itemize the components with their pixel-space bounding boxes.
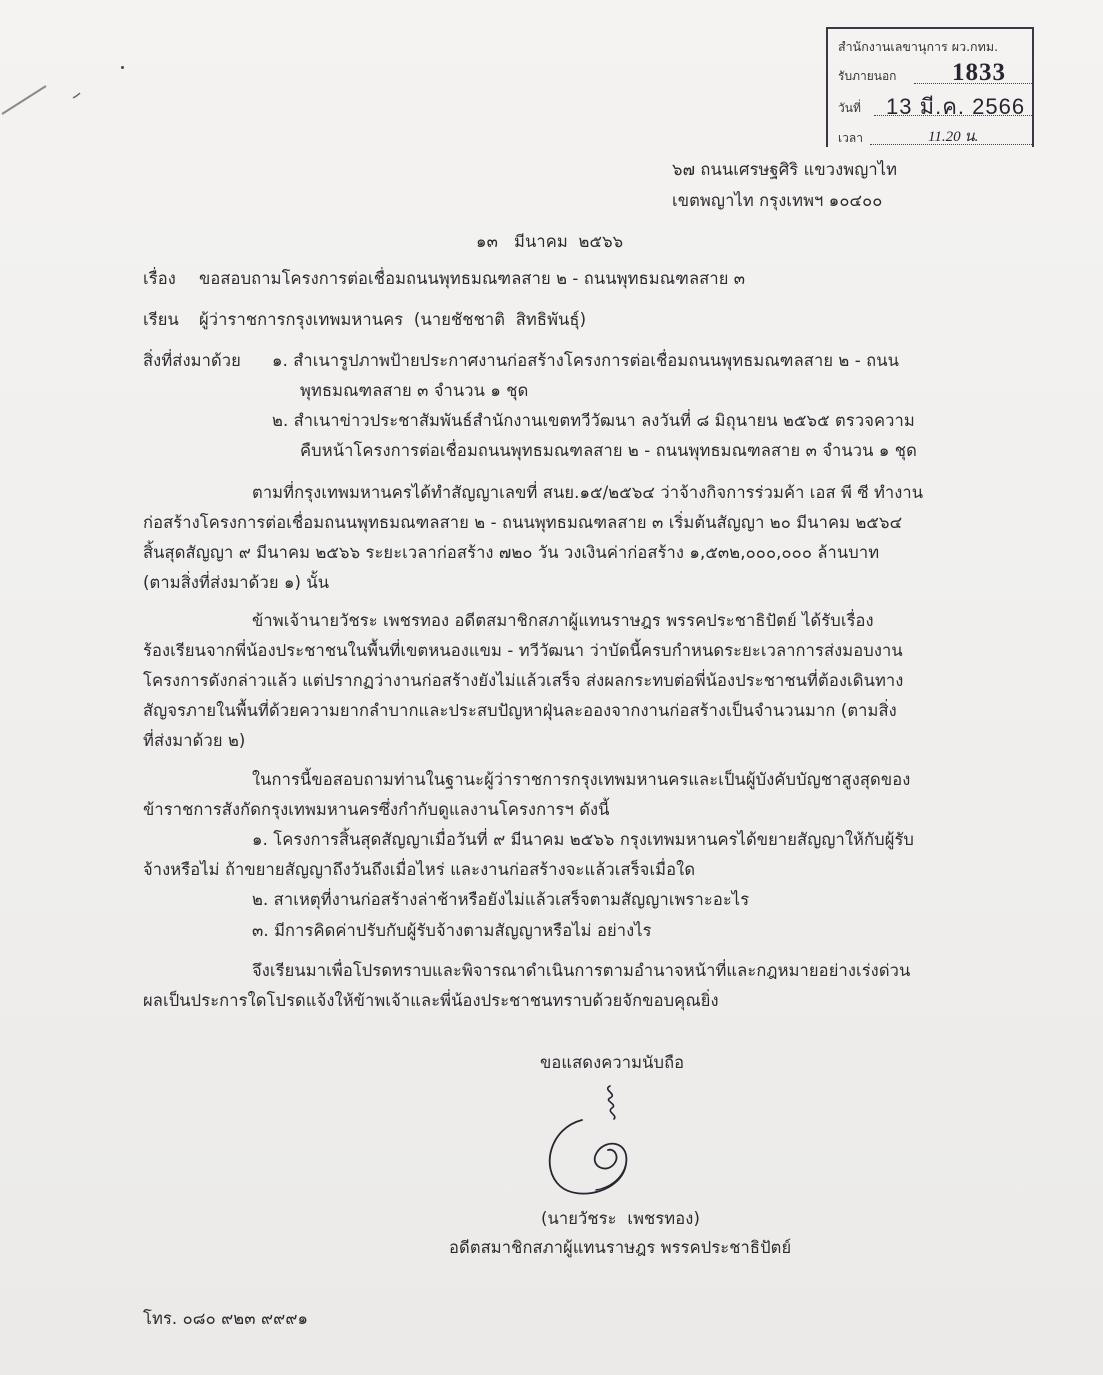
- body-paragraph-2-line: สัญจรภายในพื้นที่ด้วยความยากลำบากและประสบปัญหาฝุ่นละอองจากงานก่อสร้างเป็นจำนวนมาก (ตามสิ่ง: [143, 701, 897, 720]
- body-paragraph-2-line: ร้องเรียนจากพี่น้องประชาชนในพื้นที่เขตหนองแขม - ทวีวัฒนา ว่าบัดนี้ครบกำหนดระยะเวลาการส่งมอบงาน: [143, 641, 903, 660]
- question-2: ๒. สาเหตุที่งานก่อสร้างล่าช้าหรือยังไม่แล้วเสร็จตามสัญญาเพราะอะไร: [252, 890, 750, 909]
- body-paragraph-1-line: (ตามสิ่งที่ส่งมาด้วย ๑) นั้น: [143, 573, 330, 592]
- body-paragraph-2-line: โครงการดังกล่าวแล้ว แต่ปรากฏว่างานก่อสร้างยังไม่แล้วเสร็จ ส่งผลกระทบต่อพี่น้องประชาชนที่ต้องเดินทาง: [143, 671, 904, 690]
- phone-number: โทร. ๐๘๐ ๙๒๓ ๙๙๙๑: [143, 1309, 309, 1328]
- letter-date: ๑๓ มีนาคม ๒๕๖๖: [476, 232, 624, 251]
- body-paragraph-2-line: ข้าพเจ้านายวัชระ เพชรทอง อดีตสมาชิกสภาผู้แทนราษฎร พรรคประชาธิปัตย์ ได้รับเรื่อง: [252, 611, 874, 630]
- receipt-stamp: [826, 27, 1034, 147]
- subject-label: เรื่อง: [143, 269, 176, 288]
- stamp-date-label: วันที่: [838, 101, 861, 115]
- body-paragraph-4-line: จึงเรียนมาเพื่อโปรดทราบและพิจารณาดำเนินการตามอำนาจหน้าที่และกฎหมายอย่างเร่งด่วน: [252, 961, 911, 980]
- enclosure-item-1-line-1: ๑. สำเนารูปภาพป้ายประกาศงานก่อสร้างโครงการต่อเชื่อมถนนพุทธมณฑลสาย ๒ - ถนน: [272, 351, 899, 370]
- enclosures-label: สิ่งที่ส่งมาด้วย: [143, 351, 241, 370]
- stamp-received-label: รับภายนอก: [838, 69, 897, 83]
- body-paragraph-1-line: ก่อสร้างโครงการต่อเชื่อมถนนพุทธมณฑลสาย ๒ - ถนนพุทธมณฑลสาย ๓ เริ่มต้นสัญญา ๒๐ มีนาคม ๒๕๖๔: [143, 513, 903, 532]
- question-3: ๓. มีการคิดค่าปรับกับผู้รับจ้างตามสัญญาหรือไม่ อย่างไร: [252, 921, 652, 940]
- enclosure-item-2-line-2: คืบหน้าโครงการต่อเชื่อมถนนพุทธมณฑลสาย ๒ - ถนนพุทธมณฑลสาย ๓ จำนวน ๑ ชุด: [300, 441, 917, 460]
- enclosure-item-1-line-2: พุทธมณฑลสาย ๓ จำนวน ๑ ชุด: [300, 381, 529, 400]
- body-paragraph-3-line: ในการนี้ขอสอบถามท่านในฐานะผู้ว่าราชการกรุงเทพมหานครและเป็นผู้บังคับบัญชาสูงสุดของ: [252, 770, 911, 789]
- stamp-office: สำนักงานเลขานุการ ผว.กทม.: [838, 39, 999, 54]
- stamp-time-label: เวลา: [838, 131, 863, 145]
- closing: ขอแสดงความนับถือ: [540, 1053, 685, 1072]
- signer-title: อดีตสมาชิกสภาผู้แทนราษฎร พรรคประชาธิปัตย์: [449, 1238, 792, 1257]
- body-paragraph-1-line: ตามที่กรุงเทพมหานครได้ทำสัญญาเลขที่ สนย.๑๕/๒๕๖๔ ว่าจ้างกิจการร่วมค้า เอส พี ซี ทำงาน: [252, 483, 924, 502]
- scan-mark: [0, 70, 60, 120]
- address-line-1: ๖๗ ถนนเศรษฐศิริ แขวงพญาไท: [672, 160, 898, 179]
- signature: [530, 1068, 640, 1198]
- question-1-line: ๑. โครงการสิ้นสุดสัญญาเมื่อวันที่ ๙ มีนาคม ๒๕๖๖ กรุงเทพมหานครได้ขยายสัญญาให้กับผู้รับ: [252, 830, 914, 849]
- body-paragraph-2-line: ที่ส่งมาด้วย ๒): [143, 731, 246, 750]
- signer-name: (นายวัชระ เพชรทอง): [541, 1209, 700, 1228]
- scan-speck: [121, 66, 124, 69]
- recipient-label: เรียน: [143, 310, 179, 329]
- stamp-date-value: 13 มี.ค. 2566: [886, 94, 1026, 119]
- body-paragraph-1-line: สิ้นสุดสัญญา ๙ มีนาคม ๒๕๖๖ ระยะเวลาก่อสร้าง ๗๒๐ วัน วงเงินค่าก่อสร้าง ๑,๕๓๒,๐๐๐,๐๐๐ ล้านบาท: [143, 543, 880, 562]
- scan-dot: [70, 88, 84, 102]
- body-paragraph-4-line: ผลเป็นประการใดโปรดแจ้งให้ข้าพเจ้าและพี่น้องประชาชนทราบด้วยจักขอบคุณยิ่ง: [143, 991, 719, 1010]
- stamp-time-value: 11.20 น.: [928, 129, 979, 145]
- enclosure-item-2-line-1: ๒. สำเนาข่าวประชาสัมพันธ์สำนักงานเขตทวีวัฒนา ลงวันที่ ๘ มิถุนายน ๒๕๖๕ ตรวจความ: [272, 411, 915, 430]
- stamp-received-number: 1833: [952, 59, 1006, 86]
- body-paragraph-3-line: ข้าราชการสังกัดกรุงเทพมหานครซึ่งกำกับดูแลงานโครงการฯ ดังนี้: [143, 800, 610, 819]
- subject-text: ขอสอบถามโครงการต่อเชื่อมถนนพุทธมณฑลสาย ๒ - ถนนพุทธมณฑลสาย ๓: [199, 269, 746, 288]
- address-line-2: เขตพญาไท กรุงเทพฯ ๑๐๔๐๐: [672, 191, 883, 210]
- recipient-text: ผู้ว่าราชการกรุงเทพมหานคร (นายชัชชาติ สิทธิพันธุ์): [199, 310, 587, 329]
- question-1-line: จ้างหรือไม่ ถ้าขยายสัญญาถึงวันถึงเมื่อไหร่ และงานก่อสร้างจะแล้วเสร็จเมื่อใด: [143, 860, 696, 879]
